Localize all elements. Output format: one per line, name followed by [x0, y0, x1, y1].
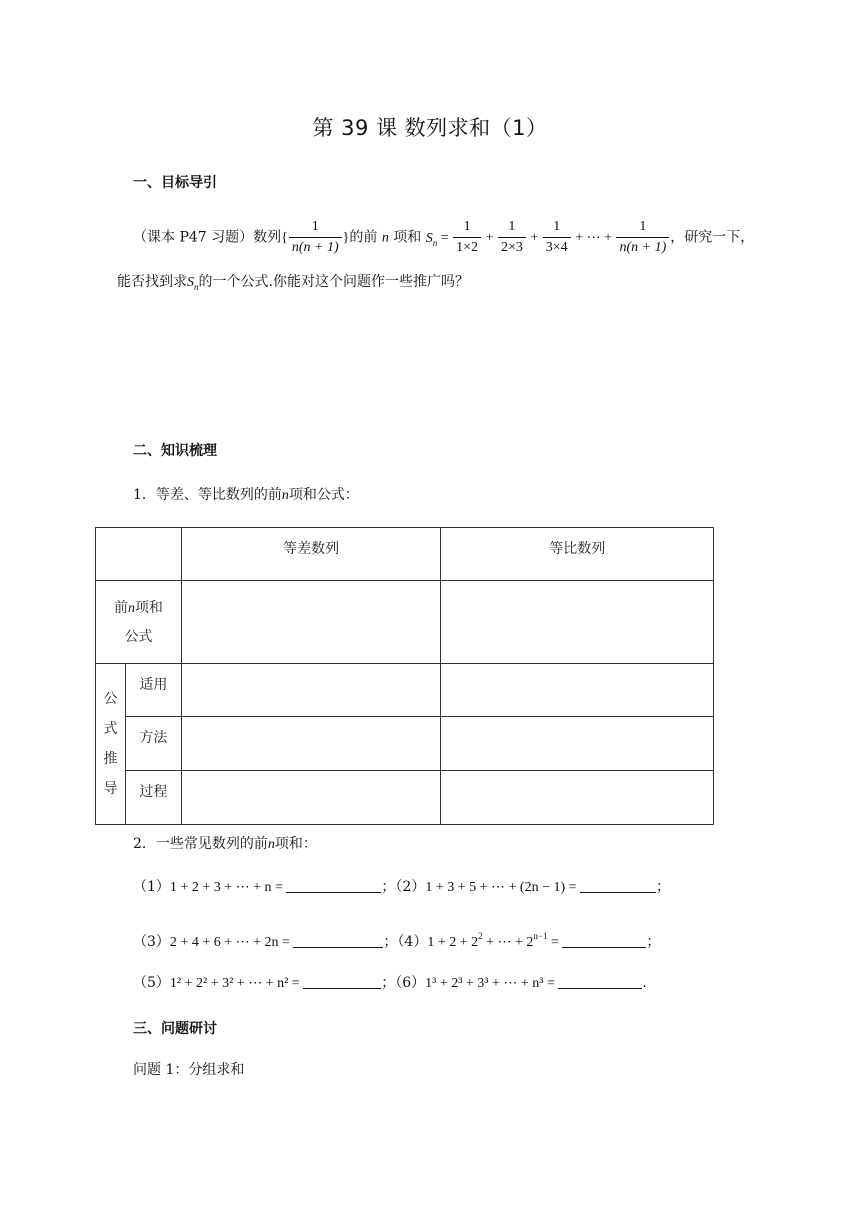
- row-label-sum-formula: 前n项和 公式: [96, 581, 182, 664]
- cell-geo-method[interactable]: [441, 717, 714, 771]
- cell-arith-apply[interactable]: [181, 664, 441, 717]
- answer-blank-4[interactable]: [562, 933, 646, 948]
- sequence-term: $\frac{1}{n(n + 1)}$: [289, 218, 342, 257]
- row-group-derivation: 公 式 推 导: [96, 664, 126, 825]
- formula-table: [95, 527, 714, 825]
- row-label-apply: 适用: [125, 664, 181, 717]
- sum-symbol: $S_n$: [425, 230, 438, 248]
- row-label-process: 过程: [125, 771, 181, 825]
- cell-geo-process[interactable]: [441, 771, 714, 825]
- fraction-2: $\frac{1}{2\times 3}$: [498, 218, 526, 257]
- page-title: 第 39 课 数列求和（1）: [312, 116, 548, 140]
- formula-4: $1 + 2 + 2^2$ + ⋯ + $2^{n-1}$ =: [427, 931, 563, 950]
- answer-blank-2[interactable]: [580, 878, 656, 893]
- item-1-text: 1．等差、等比数列的前n项和公式：: [133, 487, 359, 503]
- formula-row-3: （5）1² + 2² + 3² + ⋯ + n² = ；（6）1³ + 2³ + 3³ + ⋯ + n³ = .: [133, 975, 647, 991]
- section-heading-discussion: 三、问题研讨: [133, 1021, 217, 1037]
- section-heading-knowledge: 二、知识梳理: [133, 443, 217, 459]
- header-geometric: 等比数列: [441, 528, 714, 581]
- answer-blank-3[interactable]: [293, 933, 383, 948]
- formula-row-1: （1）1 + 2 + 3 + ⋯ + n = ；（2）1 + 3 + 5 + ⋯ + (2n − 1) = ；: [133, 879, 671, 895]
- answer-blank-1[interactable]: [286, 878, 381, 893]
- cell-geo-sum[interactable]: [441, 581, 714, 664]
- formula-2: 1 + 3 + 5 + ⋯ + (2n − 1) =: [425, 880, 581, 895]
- goal-paragraph-line2: 能否找到求$S_n$的一个公式.你能对这个问题作一些推广吗？: [117, 274, 469, 292]
- goal-paragraph-line1: （课本 P47 习题）数列{ $\frac{1}{n(n + 1)}$ }的前 n 项和 $S_n$ = $\frac{1}{1\times 2}$ + $\frac{1}{2\times 3}$ + $\frac{1}{3\times 4}$ + ⋯ + $\frac{1}{n(n + 1)}$ ，研究一下，: [133, 219, 755, 255]
- answer-blank-6[interactable]: [558, 974, 642, 989]
- formula-1: 1 + 2 + 3 + ⋯ + n =: [169, 880, 287, 895]
- formula-row-2: （3）2 + 4 + 6 + ⋯ + 2n = ；$(4)1 + 2 + 2^2$ + ⋯ + $2^{n-1}$ = ；: [133, 931, 661, 950]
- header-arithmetic: 等差数列: [181, 528, 441, 581]
- problem-1-title: 问题 1：分组求和: [133, 1062, 245, 1078]
- cell-geo-apply[interactable]: [441, 664, 714, 717]
- cell-arith-sum[interactable]: [181, 581, 441, 664]
- row-label-method: 方法: [125, 717, 181, 771]
- formula-3: 2 + 4 + 6 + ⋯ + 2n =: [169, 935, 294, 950]
- fraction-1: $\frac{1}{1\times 2}$: [453, 218, 481, 257]
- item-2-text: 2．一些常见数列的前n项和：: [133, 836, 317, 852]
- fraction-4: $\frac{1}{n(n + 1)}$: [616, 218, 669, 257]
- fraction-3: $\frac{1}{3\times 4}$: [543, 218, 571, 257]
- formula-6: 1³ + 2³ + 3³ + ⋯ + n³ =: [425, 976, 559, 991]
- cell-arith-process[interactable]: [181, 771, 441, 825]
- table-corner-cell: [96, 528, 182, 581]
- goal-prefix: （课本 P47 习题）数列: [133, 229, 282, 246]
- formula-5: 1² + 2² + 3² + ⋯ + n² =: [169, 976, 304, 991]
- cell-arith-method[interactable]: [181, 717, 441, 771]
- answer-blank-5[interactable]: [303, 974, 381, 989]
- section-heading-goal: 一、目标导引: [133, 175, 217, 191]
